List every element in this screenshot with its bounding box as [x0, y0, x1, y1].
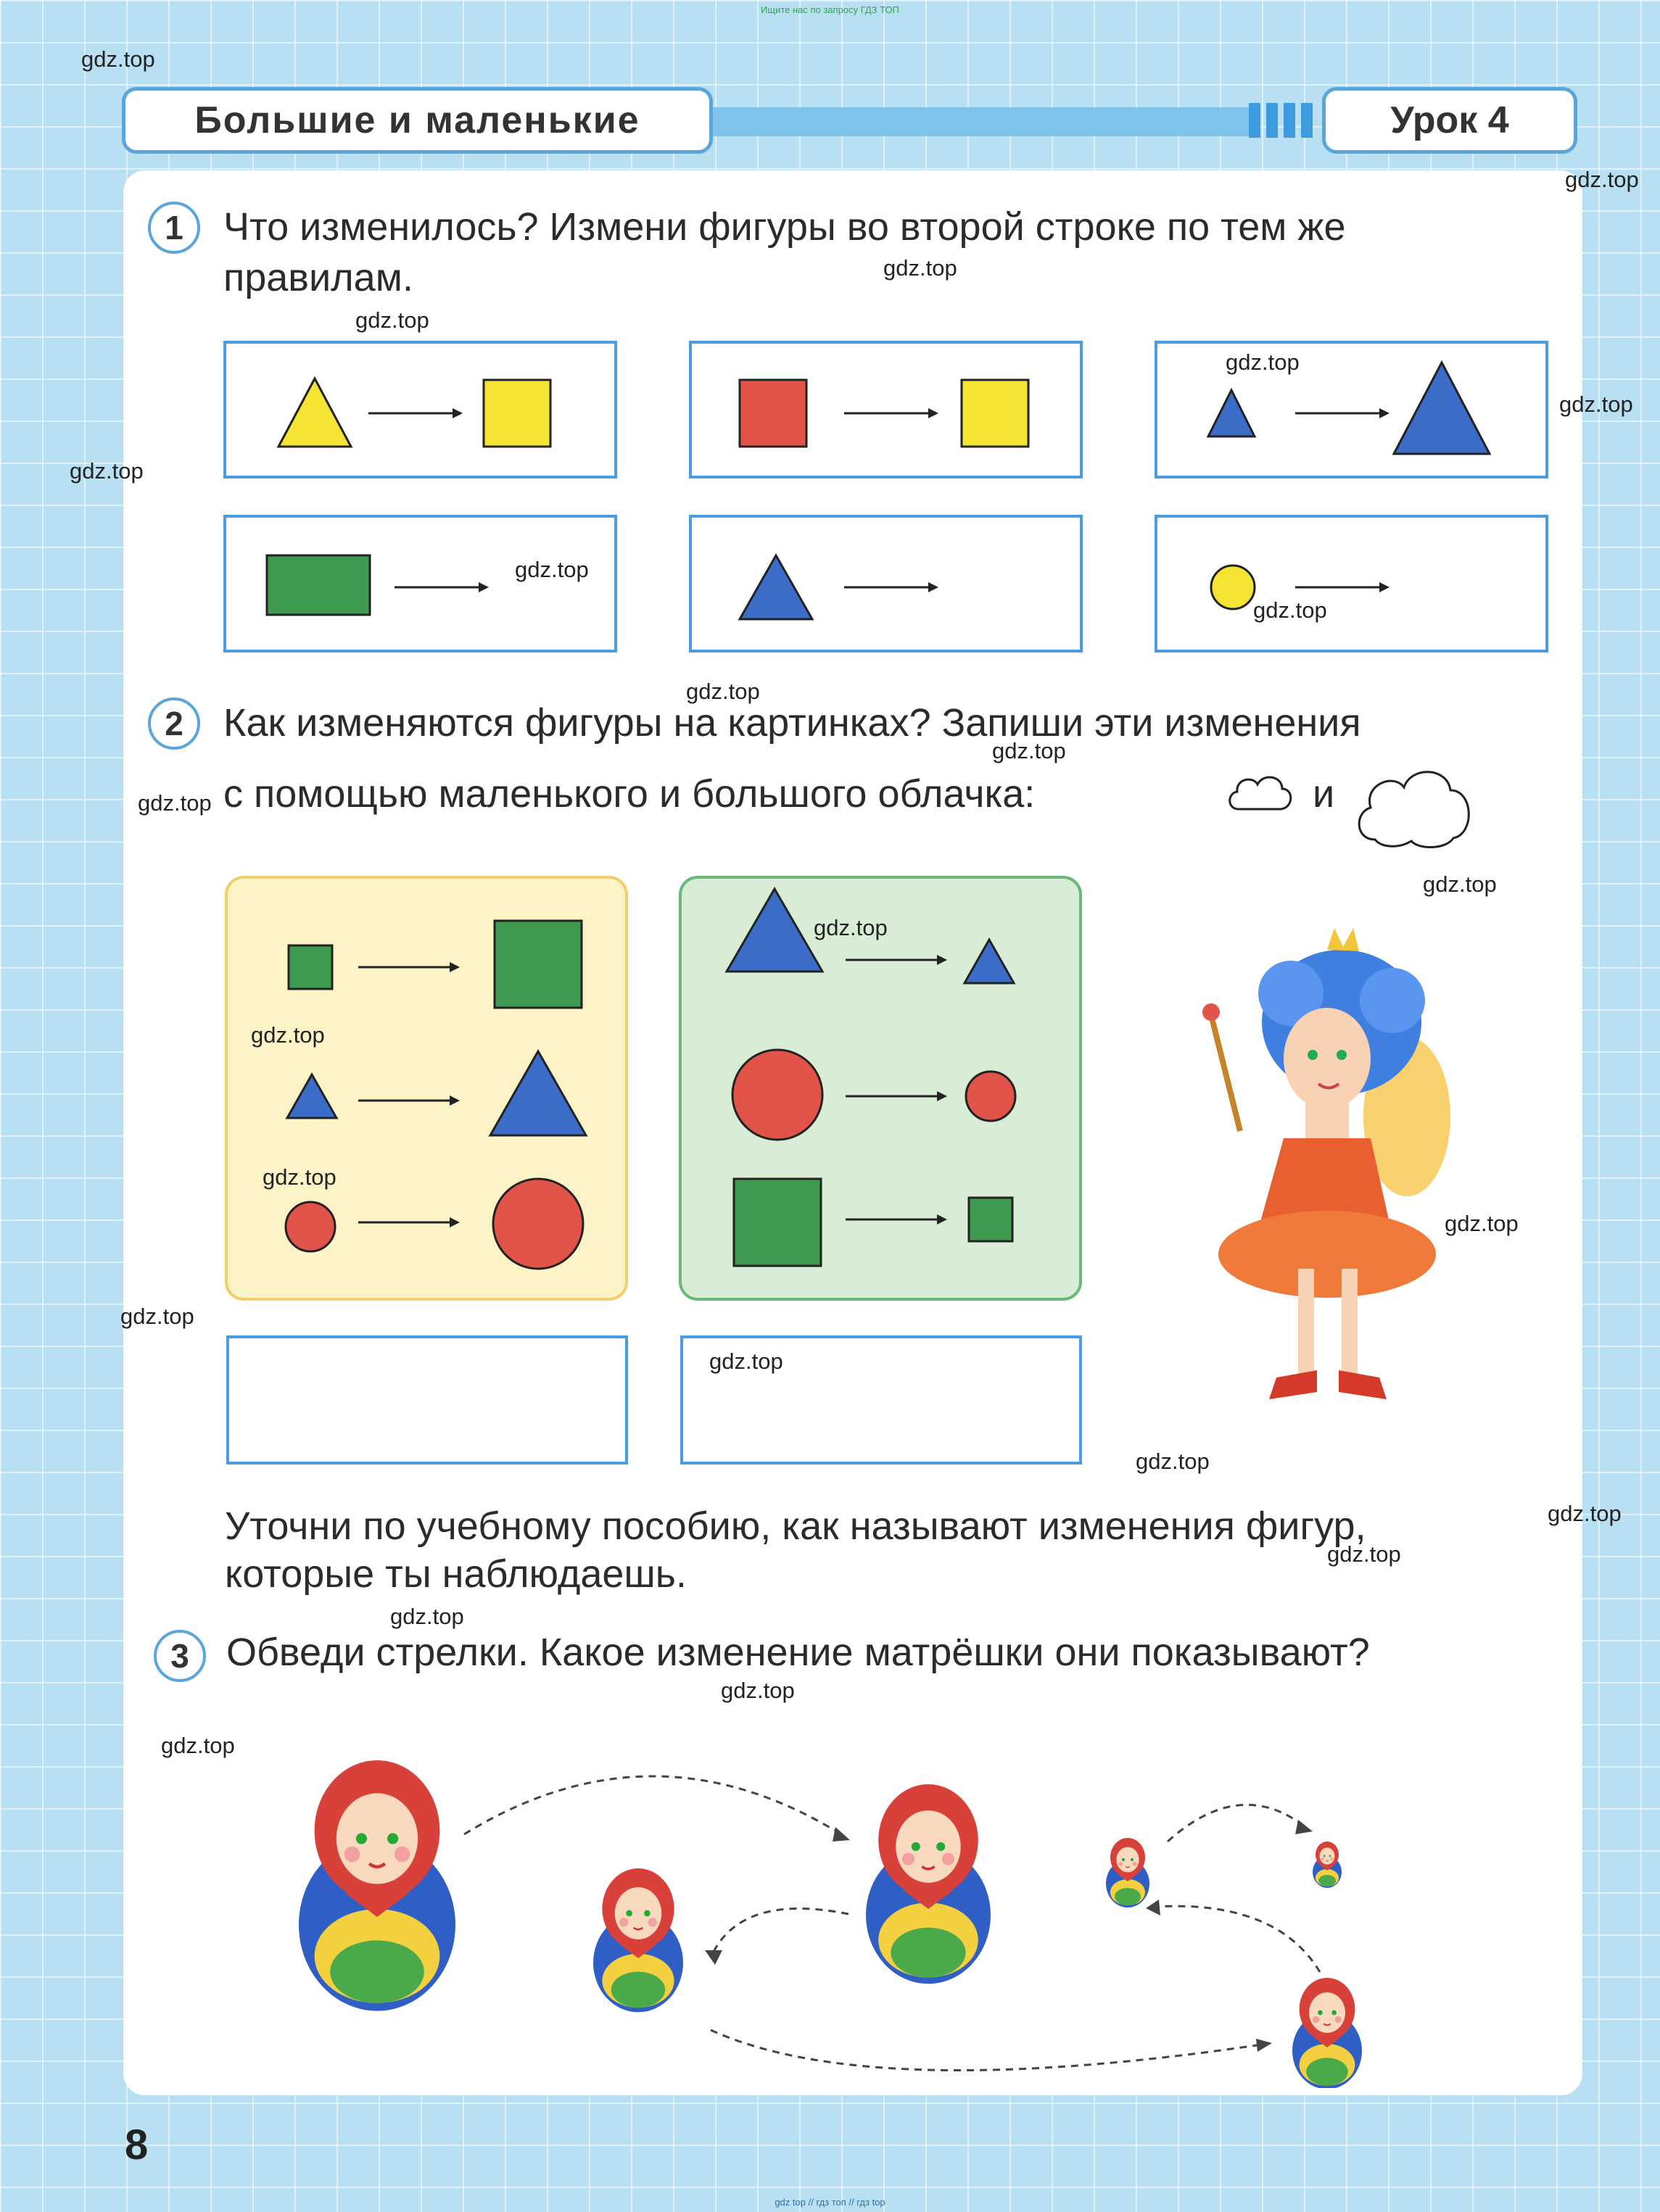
example-shrink-shapes	[682, 879, 1079, 1298]
shape-box-3	[1155, 341, 1548, 479]
watermark: gdz.top	[390, 1604, 464, 1629]
example-grow-shapes	[228, 879, 625, 1298]
task1-text-line2: правилам.	[223, 256, 413, 299]
watermark: gdz.top	[814, 915, 888, 940]
doll-tiny	[1313, 1842, 1342, 1888]
watermark: gdz.top	[1548, 1501, 1622, 1526]
doll-large-1	[299, 1760, 455, 2011]
shape-box-4[interactable]	[223, 515, 617, 653]
watermark: gdz.top	[1565, 167, 1639, 192]
fairy-illustration	[1189, 928, 1458, 1421]
task3-number: 3	[154, 1630, 206, 1682]
shape-pair-yellow-triangle-to-yellow-square	[226, 344, 614, 476]
task2-text-line1: Как изменяются фигуры на картинках? Запиши эти изменения	[223, 701, 1361, 745]
watermark: gdz.top	[1559, 392, 1633, 417]
top-notice: Ищите нас по запросу ГДЗ ТОП	[761, 4, 899, 15]
shape-pair-small-triangle-to-big-triangle	[1157, 344, 1545, 476]
watermark: gdz.top	[263, 1164, 336, 1190]
matryoshka-illustration	[247, 1711, 1494, 2088]
header-stripe	[1249, 103, 1260, 138]
watermark: gdz.top	[120, 1304, 194, 1329]
watermark: gdz.top	[355, 307, 429, 333]
watermark: gdz.top	[70, 458, 144, 484]
watermark: gdz.top	[515, 557, 589, 582]
task1-number: 1	[148, 202, 200, 254]
watermark: gdz.top	[1136, 1449, 1210, 1474]
shape-box-1	[223, 341, 617, 479]
doll-large-2	[866, 1784, 991, 1984]
watermark: gdz.top	[709, 1349, 783, 1374]
shape-box-6[interactable]	[1155, 515, 1548, 653]
watermark: gdz.top	[251, 1022, 325, 1048]
watermark: gdz.top	[161, 1733, 235, 1758]
task1-text-line1: Что изменилось? Измени фигуры во второй строке по тем же	[223, 205, 1346, 249]
shape-pair-red-square-to-yellow-square	[692, 344, 1080, 476]
example-panel-grow	[225, 876, 628, 1301]
header-stripe	[1266, 103, 1278, 138]
lesson-label: Урок 4	[1322, 87, 1577, 154]
shape-pair-yellow-circle-to-blank	[1157, 518, 1545, 650]
task2-text-line4: которые ты наблюдаешь.	[225, 1552, 687, 1596]
doll-medium-2	[1292, 1978, 1362, 2088]
header-stripe	[1284, 103, 1295, 138]
watermark: gdz.top	[81, 46, 155, 72]
watermark: gdz.top	[1327, 1541, 1401, 1567]
watermark: gdz.top	[138, 790, 212, 816]
watermark: gdz.top	[1445, 1211, 1519, 1236]
page-title: Большие и маленькие	[122, 87, 713, 154]
shape-box-2	[689, 341, 1083, 479]
shape-pair-green-rectangle-to-blank	[226, 518, 614, 650]
task2-and: и	[1313, 772, 1335, 816]
header-stripe	[1301, 103, 1313, 138]
watermark: gdz.top	[1226, 349, 1300, 375]
watermark: gdz.top	[721, 1678, 795, 1703]
page-number: 8	[125, 2121, 149, 2168]
watermark: gdz.top	[883, 255, 957, 281]
doll-medium-1	[593, 1868, 683, 2012]
doll-small-1	[1106, 1838, 1149, 1907]
watermark: gdz.top	[686, 679, 760, 704]
answer-box-1[interactable]	[226, 1335, 628, 1465]
watermark: gdz.top	[992, 738, 1066, 763]
arrow-heads	[705, 1820, 1313, 2052]
task2-number: 2	[148, 697, 200, 750]
shape-box-5[interactable]	[689, 515, 1083, 653]
shape-pair-blue-triangle-to-blank	[692, 518, 1080, 650]
small-cloud-icon	[1224, 767, 1297, 822]
task2-text-line2: с помощью маленького и большого облачка:	[223, 772, 1036, 816]
watermark: gdz.top	[1253, 597, 1327, 623]
bottom-links: gdz top // гдз топ // гдз top	[775, 2197, 885, 2208]
big-cloud-icon	[1353, 758, 1477, 853]
task3-text: Обведи стрелки. Какое изменение матрёшки они показывают?	[226, 1631, 1370, 1674]
watermark: gdz.top	[1423, 871, 1497, 897]
header-band	[713, 107, 1250, 136]
task2-text-line3: Уточни по учебному пособию, как называют изменения фигур,	[225, 1504, 1366, 1548]
